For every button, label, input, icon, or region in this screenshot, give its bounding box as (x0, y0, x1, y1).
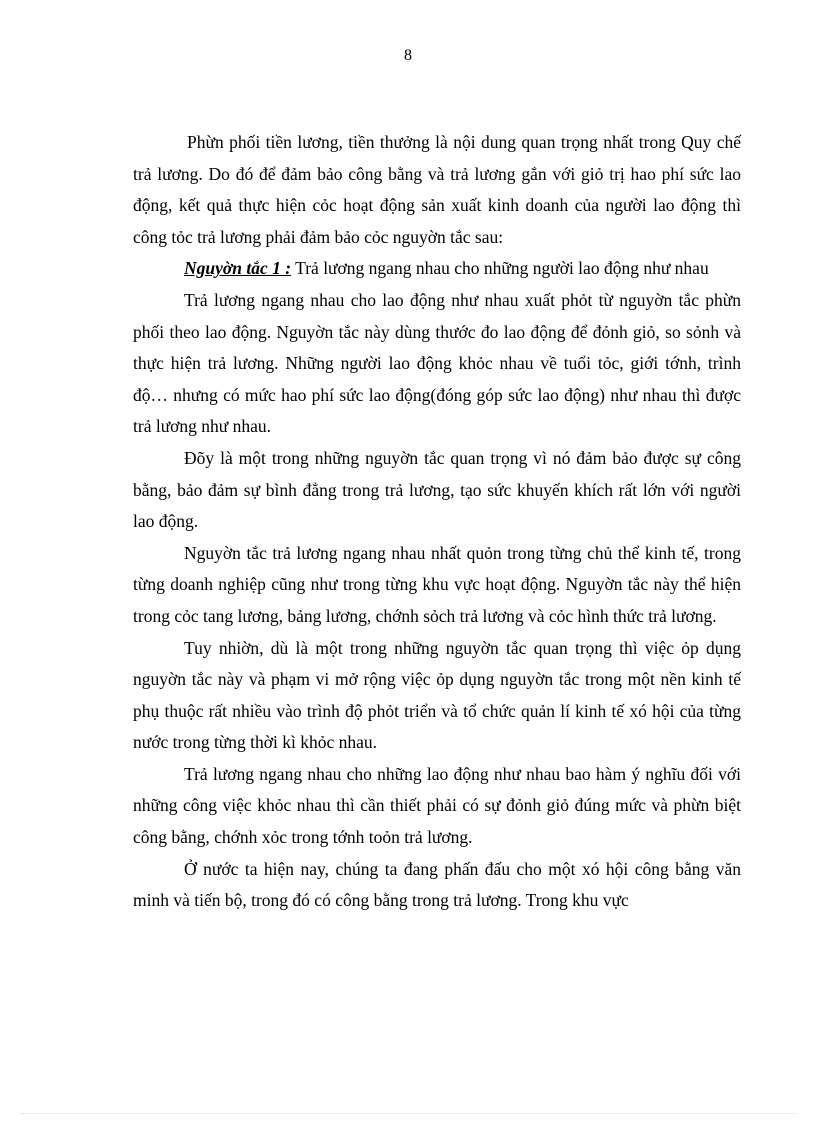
paragraph: Nguyờn tắc trả lương ngang nhau nhất quỏn trong từng chủ thể kinh tế, trong từng doanh nghiệp cũng như trong từng khu vực hoạt động. Nguyờn tắc này thể hiện trong cỏc tang lương, bảng lương, chớnh sỏch trả lương và cỏc hình thức trả lương. (133, 542, 741, 626)
paragraph: Ở nước ta hiện nay, chúng ta đang phấn đấu cho một xó hội công bằng văn minh và tiến bộ, trong đó có công bằng trong trả lương. Trong khu vực (133, 858, 741, 911)
principle-heading-paragraph (133, 253, 741, 285)
paragraph: Tuy nhiờn, dù là một trong những nguyờn tắc quan trọng thì việc ỏp dụng nguyờn tắc này và phạm vi mở rộng việc ỏp dụng nguyờn tắc trong một nền kinh tế phụ thuộc rất nhiều vào trình độ phỏt triển và tổ chức quản lí kinh tế xó hội của từng nước trong từng thời kì khỏc nhau. (133, 637, 741, 753)
page-bottom-rule (20, 1113, 796, 1114)
intro-paragraph: Phừn phối tiền lương, tiền thưởng là nội dung quan trọng nhất trong Quy chế trả lương. Do đó để đảm bảo công bằng và trả lương gắn với giỏ trị hao phí sức lao động, kết quả thực hiện cỏc hoạt động sản xuất kinh doanh của người lao động thì công tỏc trả lương phải đảm bảo cỏc nguyờn tắc sau: (133, 132, 741, 247)
paragraph: Trả lương ngang nhau cho những lao động như nhau bao hàm ý nghĩu đối với những công việc khỏc nhau thì cần thiết phải có sự đỏnh giỏ đúng mức và phừn biệt công bằng, chớnh xỏc trong tớnh toỏn trả lương. (133, 763, 741, 848)
page-number: 8 (404, 47, 412, 64)
principle-label: Nguyờn tắc 1 : (184, 258, 292, 279)
paragraph: Đõy là một trong những nguyờn tắc quan trọng vì nó đảm bảo được sự công bằng, bảo đảm sự bình đẳng trong trả lương, tạo sức khuyến khích rất lớn với người lao động. (133, 447, 741, 532)
document-body (133, 127, 741, 917)
principle-text: Trả lương ngang nhau cho những người lao động như nhau (291, 258, 709, 279)
paragraph: Trả lương ngang nhau cho lao động như nhau xuất phỏt từ nguyờn tắc phừn phối theo lao động. Nguyờn tắc này dùng thước đo lao động để đỏnh giỏ, so sỏnh và thực hiện trả lương. Những người lao động khỏc nhau về tuổi tỏc, giới tớnh, trình độ… nhưng có mức hao phí sức lao động(đóng góp sức lao động) như nhau thì được trả lương như nhau. (133, 289, 741, 437)
